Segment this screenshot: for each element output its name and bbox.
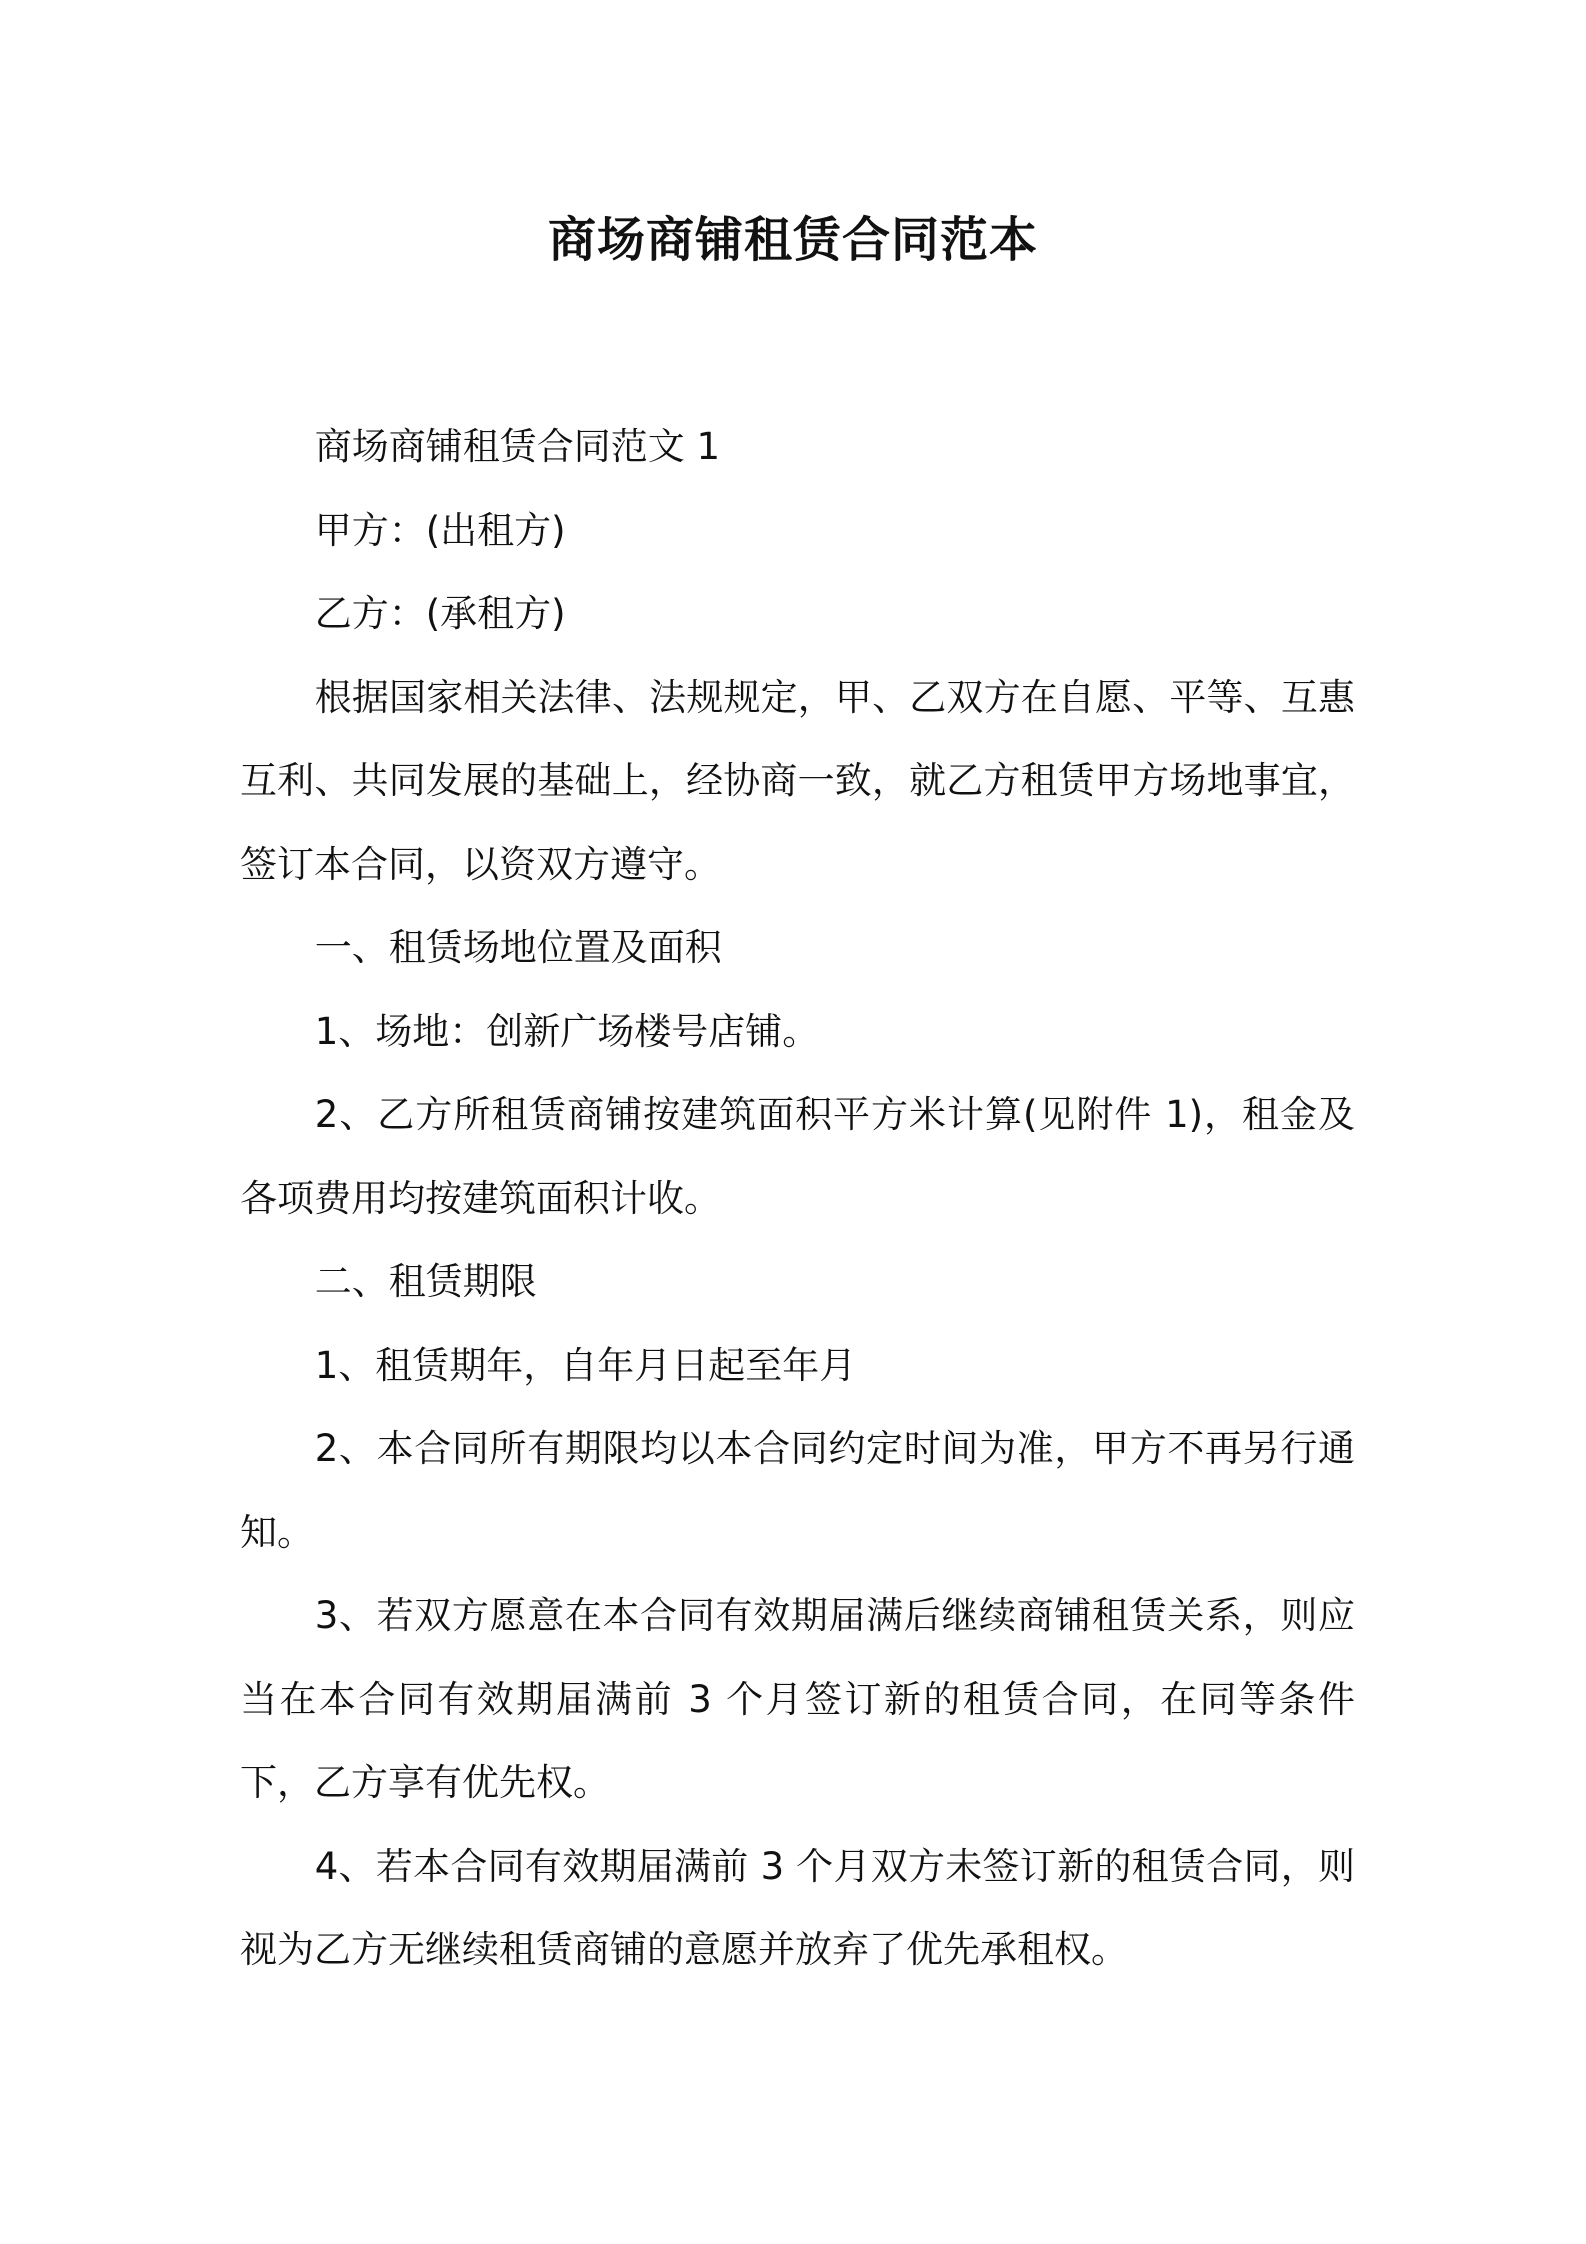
paragraph-party-a: 甲方：(出租方): [314, 508, 566, 552]
clause-2-2: 2、本合同所有期限均以本合同约定时间为准，甲方不再另行通知。: [240, 1427, 1355, 1554]
document-title: 商场商铺租赁合同范本: [547, 212, 1038, 268]
paragraph-party-b: 乙方：(承租方): [314, 592, 566, 635]
paragraph-preamble: 根据国家相关法律、法规规定，甲、乙双方在自愿、平等、互惠互利、共同发展的基础上，经协商一致，就乙方租赁甲方场地事宜，签订本合同，以资双方遵守。: [240, 675, 1355, 886]
section-heading-location-area: 一、租赁场地位置及面积: [314, 926, 722, 969]
document-body: [240, 405, 1355, 1992]
paragraph-contract-heading: 商场商铺租赁合同范文 1: [314, 425, 721, 468]
clause-1-1: 1、场地：创新广场楼号店铺。: [314, 1009, 820, 1053]
clause-2-4: 4、若本合同有效期届满前 3 个月双方未签订新的租赁合同，则视为乙方无继续租赁商铺的意愿并放弃了优先承租权。: [240, 1844, 1355, 1971]
clause-2-3: 3、若双方愿意在本合同有效期届满后继续商铺租赁关系，则应当在本合同有效期届满前 3 个月签订新的租赁合同，在同等条件下，乙方享有优先权。: [240, 1594, 1355, 1804]
section-heading-lease-term: 二、租赁期限: [314, 1260, 537, 1303]
clause-1-2: 2、乙方所租赁商铺按建筑面积平方米计算(见附件 1)，租金及各项费用均按建筑面积计收。: [240, 1093, 1355, 1220]
clause-2-1: 1、租赁期年，自年月日起至年月: [314, 1343, 857, 1387]
